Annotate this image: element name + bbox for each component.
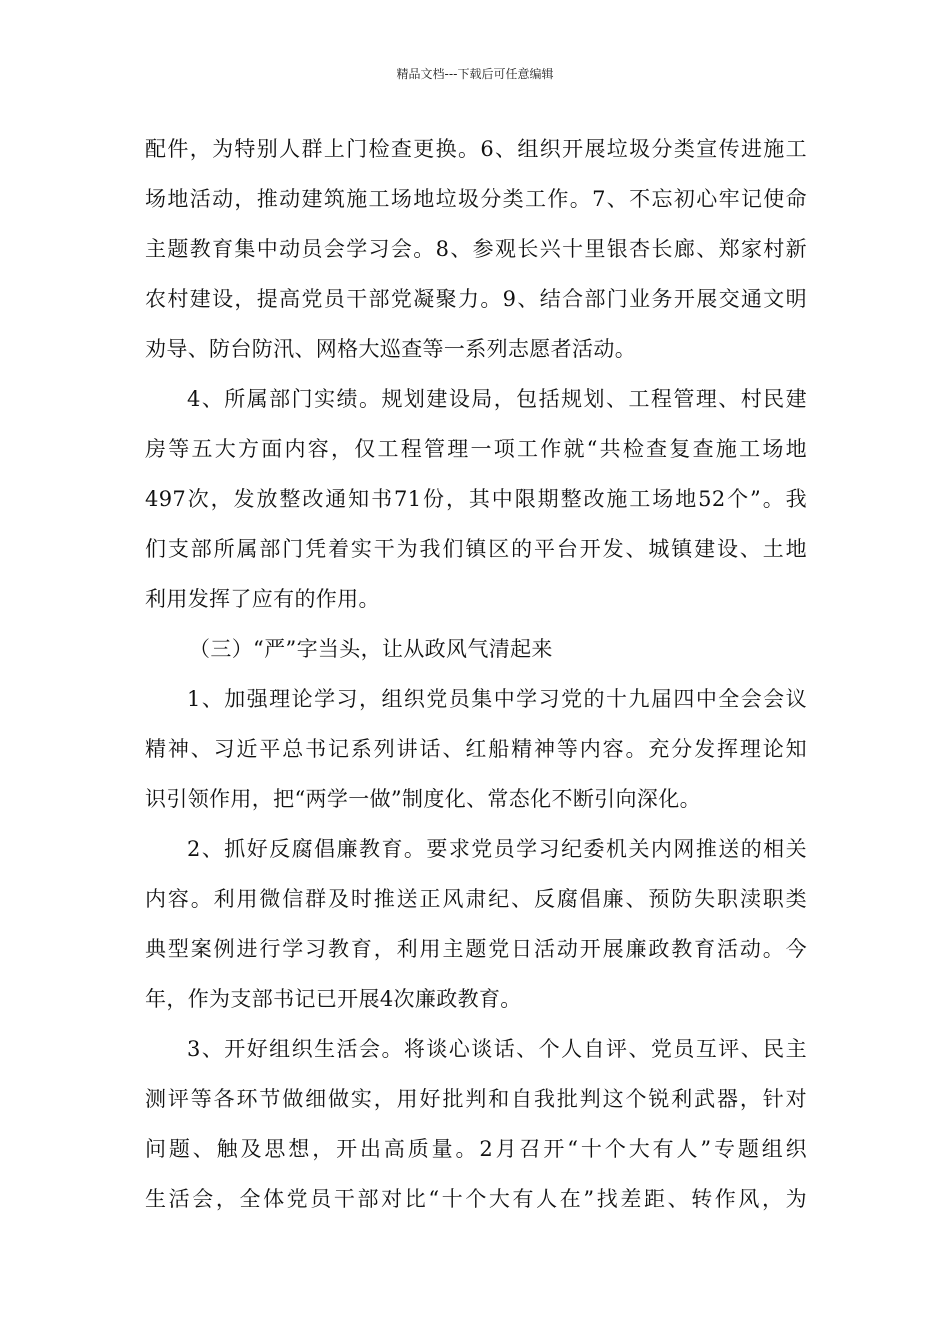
paragraph-first-line: 3、开好组织生活会。将谈心谈话、个人自评、党员互评、民主 [187,1037,807,1061]
text-line: 场地活动，推动建筑施工场地垃圾分类工作。7、不忘初心牢记使命 [145,187,807,211]
text-line: 房等五大方面内容，仅工程管理一项工作就“共检查复查施工场地 [145,437,807,461]
text-line: 典型案例进行学习教育，利用主题党日活动开展廉政教育活动。今 [145,937,807,961]
text-line: 497次，发放整改通知书71份，其中限期整改施工场地52个”。我 [145,487,807,511]
text-line: 生活会，全体党员干部对比“十个大有人在”找差距、转作风，为 [145,1187,807,1211]
text-line: 精神、习近平总书记系列讲话、红船精神等内容。充分发挥理论知 [145,737,807,761]
text-line: 们支部所属部门凭着实干为我们镇区的平台开发、城镇建设、土地 [145,537,807,561]
text-line: 劝导、防台防汛、网格大巡查等一系列志愿者活动。 [145,337,637,361]
paragraph-first-line: 1、加强理论学习，组织党员集中学习党的十九届四中全会会议 [187,687,807,711]
text-line: 年，作为支部书记已开展4次廉政教育。 [145,987,522,1011]
text-line: 测评等各环节做细做实，用好批判和自我批判这个锐利武器，针对 [145,1087,807,1111]
text-line: 利用发挥了应有的作用。 [145,587,380,611]
text-line: 主题教育集中动员会学习会。8、参观长兴十里银杏长廊、郑家村新 [145,237,807,261]
text-line: 问题、触及思想，开出高质量。2月召开“十个大有人”专题组织 [145,1137,807,1161]
text-line: 识引领作用，把“两学一做”制度化、常态化不断引向深化。 [145,787,701,811]
page-header: 精品文档---下载后可任意编辑 [396,67,554,81]
text-line: 内容。利用微信群及时推送正风肃纪、反腐倡廉、预防失职渎职类 [145,887,807,911]
text-line: 农村建设，提高党员干部党凝聚力。9、结合部门业务开展交通文明 [145,287,807,311]
paragraph-first-line: 4、所属部门实绩。规划建设局，包括规划、工程管理、村民建 [187,387,807,411]
text-line: 配件，为特别人群上门检查更换。6、组织开展垃圾分类宣传进施工 [145,137,807,161]
paragraph-first-line: 2、抓好反腐倡廉教育。要求党员学习纪委机关内网推送的相关 [187,837,807,861]
document-body [145,124,807,1224]
section-heading: （三）“严”字当头，让从政风气清起来 [189,637,553,661]
